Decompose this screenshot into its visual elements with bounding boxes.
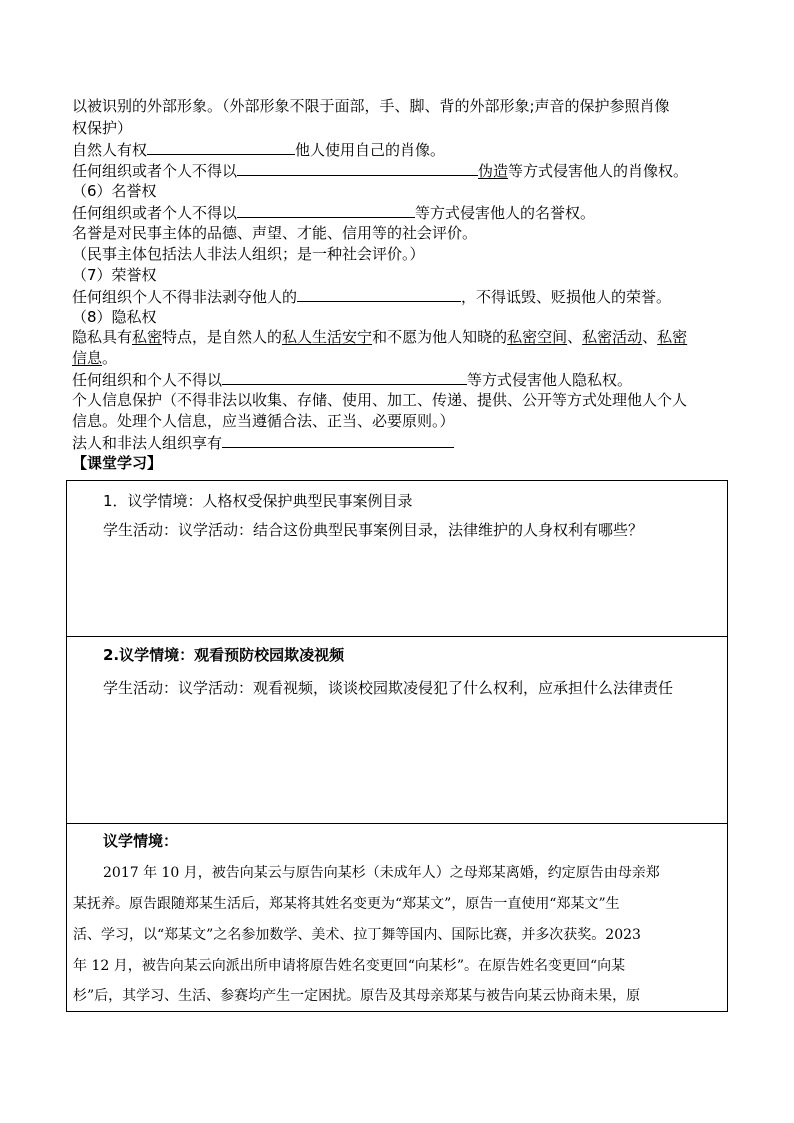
text-fragment: 任何组织或者个人不得以	[72, 204, 238, 222]
student-activity: 学生活动：议学活动：观看视频，谈谈校园欺凌侵犯了什么权利，应承担什么法律责任	[103, 679, 674, 697]
text-line: （民事主体包括法人非法人组织；是一种社会评价。）	[72, 245, 425, 263]
scenario-title: 1．议学情境：人格权受保护典型民事案例目录	[103, 492, 413, 510]
table-row-1	[66, 480, 728, 637]
case-paragraph-line: 杉”后，其学习、生活、参赛均产生一定困扰。原告及其母亲郑某与被告向某云协商未果，原	[73, 988, 641, 1004]
text-fragment: 任何组织个人不得非法剥夺他人的	[72, 288, 298, 306]
underlined-text: 信息	[72, 349, 103, 367]
underlined-text: 私密活动	[582, 328, 643, 346]
honor-line	[72, 286, 671, 307]
section-heading-reputation: （6）名誉权	[72, 182, 157, 200]
text-fragment: 。	[102, 349, 118, 367]
text-fragment: 任何组织或者个人不得以	[72, 162, 238, 180]
text-fragment: 自然人有权	[72, 141, 148, 159]
underlined-text: 私密	[132, 328, 163, 346]
privacy-definition-line	[72, 327, 687, 347]
text-line: 权保护）	[72, 119, 133, 137]
fill-blank[interactable]	[297, 286, 461, 302]
section-heading-privacy: （8）隐私权	[72, 308, 157, 326]
case-paragraph-line: 2017 年 10 月，被告向某云与原告向某杉（未成年人）之母郑某离婚，约定原告由母亲郑	[103, 865, 660, 881]
table-row-3	[66, 823, 728, 1012]
scenario-title: 2.议学情境：观看预防校园欺凌视频	[103, 646, 345, 664]
text-fragment: 任何组织和个人不得以	[72, 371, 223, 389]
text-fragment: 法人和非法人组织享有	[72, 434, 223, 452]
text-fragment: ，不得诋毁、贬损他人的荣誉。	[461, 288, 672, 306]
text-fragment: 等方式侵害他人的名誉权。	[415, 204, 596, 222]
case-paragraph-line: 年 12 月，被告向某云向派出所申请将原告姓名变更回“向某杉”。在原告姓名变更回“向某	[73, 958, 626, 974]
underlined-text: 私人生活安宁	[282, 328, 373, 346]
fill-blank[interactable]	[237, 202, 415, 218]
fill-blank[interactable]	[237, 160, 478, 176]
underlined-text: 伪造	[478, 162, 509, 180]
fill-blank[interactable]	[222, 432, 454, 448]
classroom-learning-heading: 【课堂学习】	[72, 454, 163, 472]
case-paragraph-line: 活、学习，以“郑某文”之名参加数学、美术、拉丁舞等国内、国际比赛，并多次获奖。2023	[73, 927, 641, 943]
fill-blank[interactable]	[222, 369, 467, 385]
portrait-right-line	[72, 139, 445, 160]
text-line: 信息。处理个人信息，应当遵循合法、正当、必要原则。）	[72, 412, 455, 430]
portrait-infringe-line	[72, 160, 688, 181]
privacy-definition-line-2	[72, 348, 117, 368]
text-fragment: 特点，是自然人的	[162, 328, 283, 346]
student-activity: 学生活动：议学活动：结合这份典型民事案例目录，法律维护的人身权利有哪些？	[103, 521, 644, 539]
table-row-2	[66, 636, 728, 824]
text-fragment: 和不愿为他人知晓的	[372, 328, 508, 346]
text-fragment: 隐私具有	[72, 328, 133, 346]
text-line: 个人信息保护（不得非法以收集、存储、使用、加工、传递、提供、公开等方式处理他人个人	[72, 391, 688, 409]
privacy-infringe-line	[72, 369, 632, 390]
text-line: 以被识别的外部形象。（外部形象不限于面部，手、脚、背的外部形象;声音的保护参照肖像	[72, 97, 670, 115]
reputation-infringe-line	[72, 202, 595, 223]
section-heading-honor: （7）荣誉权	[72, 266, 157, 284]
text-fragment: 等方式侵害他人的肖像权。	[508, 162, 689, 180]
underlined-text: 私密	[657, 328, 688, 346]
legal-person-line	[72, 432, 454, 453]
text-fragment: 他人使用自己的肖像。	[295, 141, 446, 159]
text-fragment: 、	[567, 328, 583, 346]
scenario-title: 议学情境：	[103, 832, 179, 850]
underlined-text: 私密空间	[507, 328, 568, 346]
text-line: 名誉是对民事主体的品德、声望、才能、信用等的社会评价。	[72, 224, 478, 242]
fill-blank[interactable]	[147, 139, 295, 155]
text-fragment: 、	[642, 328, 658, 346]
text-fragment: 等方式侵害他人隐私权。	[467, 371, 633, 389]
case-paragraph-line: 某抚养。原告跟随郑某生活后，郑某将其姓名变更为“郑某文”，原告一直使用“郑某文”生	[73, 896, 620, 912]
